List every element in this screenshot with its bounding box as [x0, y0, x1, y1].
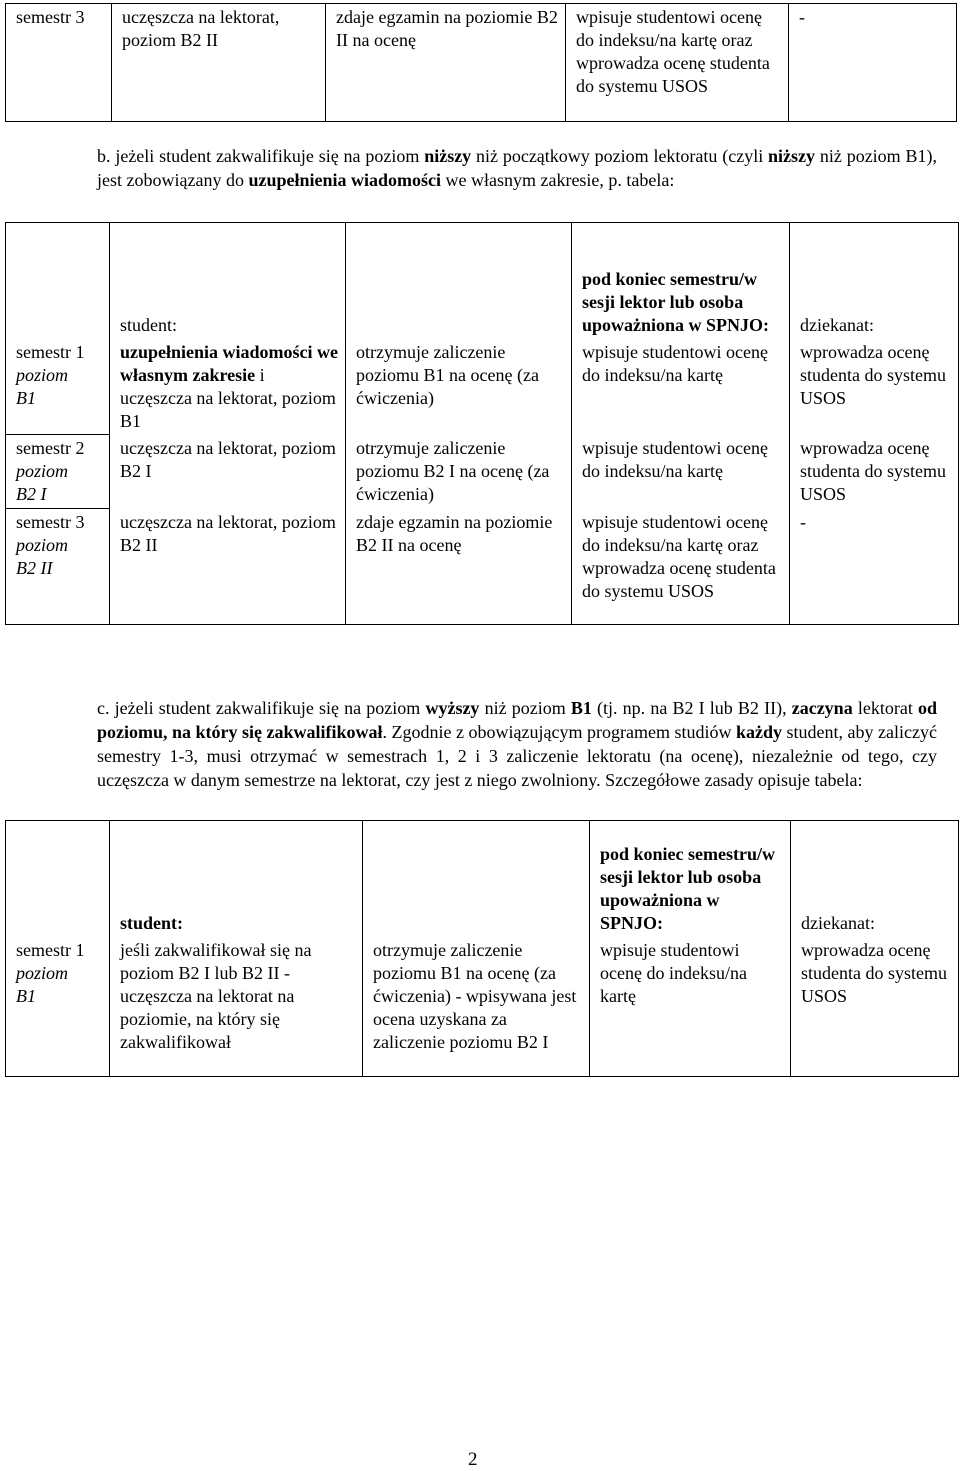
table-row: [6, 937, 959, 1077]
section-b-paragraph: b. jeżeli student zakwalifikuje się na poziom niższy niż początkowy poziom lektoratu (czyli niższy niż poziom B1), jest zobowiązany do uzupełnienia wiadomości we własnym zakresie, p. tabela:: [97, 146, 938, 190]
result-cell: otrzymuje zaliczenie poziomu B2 I na ocenę (za ćwiczenia): [346, 435, 572, 509]
empty-header-cell: [6, 821, 110, 937]
table-row: [6, 435, 959, 509]
bold-term: B1: [570, 698, 592, 718]
student-cell: jeśli zakwalifikował się na poziom B2 I lub B2 II - uczęszcza na lektorat na poziomie, na który się zakwalifikował: [110, 937, 363, 1077]
dean-cell: -: [789, 4, 957, 122]
semester-cell: semestr 3: [6, 4, 112, 122]
header-lecturer: pod koniec semestru/w sesji lektor lub osoba upoważniona w SPNJO:: [572, 223, 790, 339]
table-lower-level: [5, 222, 959, 625]
dean-cell: wprowadza ocenę studenta do systemu USOS: [790, 339, 959, 435]
empty-header-cell: [363, 821, 590, 937]
dean-cell: wprowadza ocenę studenta do systemu USOS: [791, 937, 959, 1077]
table-header-row: [6, 223, 959, 339]
student-cell: uzupełnienia wiadomości we własnym zakresie i uczęszcza na lektorat, poziom B1: [110, 339, 346, 435]
lecturer-cell: wpisuje studentowi ocenę do indeksu/na kartę: [590, 937, 791, 1077]
student-cell: uczęszcza na lektorat, poziom B2 II: [112, 4, 326, 122]
semester-cell: semestr 2 poziom B2 I: [6, 435, 110, 509]
lecturer-cell: wpisuje studentowi ocenę do indeksu/na kartę: [572, 339, 790, 435]
lecturer-cell: wpisuje studentowi ocenę do indeksu/na kartę oraz wprowadza ocenę studenta do systemu USOS: [566, 4, 789, 122]
header-student: student:: [110, 223, 346, 339]
header-lecturer: pod koniec semestru/w sesji lektor lub osoba upoważniona w SPNJO:: [590, 821, 791, 937]
dean-cell: -: [790, 509, 959, 625]
semester-cell: semestr 1 poziom B1: [6, 937, 110, 1077]
bold-term: wyższy: [425, 698, 480, 718]
empty-header-cell: [346, 223, 572, 339]
student-cell: uczęszcza na lektorat, poziom B2 I: [110, 435, 346, 509]
header-dean: dziekanat:: [791, 821, 959, 937]
dean-cell: wprowadza ocenę studenta do systemu USOS: [790, 435, 959, 509]
empty-header-cell: [6, 223, 110, 339]
result-cell: otrzymuje zaliczenie poziomu B1 na ocenę (za ćwiczenia) - wpisywana jest ocena uzyskana za zaliczenie poziomu B2 I: [363, 937, 590, 1077]
section-c-paragraph: c. jeżeli student zakwalifikuje się na poziom wyższy niż poziom B1 (tj. np. na B2 I lub B2 II), zaczyna lektorat od poziomu, na który się zakwalifikował. Zgodnie z obowiązującym programem studiów każdy student, aby zaliczyć semestry 1-3, musi otrzymać w semestrach 1, 2 i 3 zaliczenie lektoratu (na ocenę), niezależnie od tego, czy uczęszcza w danym semestrze na lektorat, czy jest z niego zwolniony. Szczegółowe zasady opisuje tabela:: [97, 698, 937, 790]
table-row: [6, 339, 959, 435]
lecturer-cell: wpisuje studentowi ocenę do indeksu/na kartę oraz wprowadza ocenę studenta do systemu USOS: [572, 509, 790, 625]
table-higher-level: [5, 820, 959, 1077]
table-row: [6, 4, 957, 122]
result-cell: zdaje egzamin na poziomie B2 II na ocenę: [346, 509, 572, 625]
semester-cell: semestr 1 poziom B1: [6, 339, 110, 435]
table-header-row: [6, 821, 959, 937]
semester-cell: semestr 3 poziom B2 II: [6, 509, 110, 625]
table-semester-3-top: [5, 3, 957, 122]
bold-term: każdy: [736, 722, 783, 742]
header-dean: dziekanat:: [790, 223, 959, 339]
bold-term: niższy: [424, 146, 472, 166]
bold-term: uzupełnienia wiadomości: [248, 170, 441, 190]
result-cell: otrzymuje zaliczenie poziomu B1 na ocenę (za ćwiczenia): [346, 339, 572, 435]
table-row: [6, 509, 959, 625]
student-cell: uczęszcza na lektorat, poziom B2 II: [110, 509, 346, 625]
result-cell: zdaje egzamin na poziomie B2 II na ocenę: [326, 4, 566, 122]
bold-term: zaczyna: [791, 698, 853, 718]
bold-term: od poziomu, na który się zakwalifikował: [97, 698, 937, 742]
page-number: 2: [468, 1449, 478, 1470]
header-student: student:: [110, 821, 363, 937]
lecturer-cell: wpisuje studentowi ocenę do indeksu/na kartę: [572, 435, 790, 509]
bold-term: niższy: [768, 146, 816, 166]
